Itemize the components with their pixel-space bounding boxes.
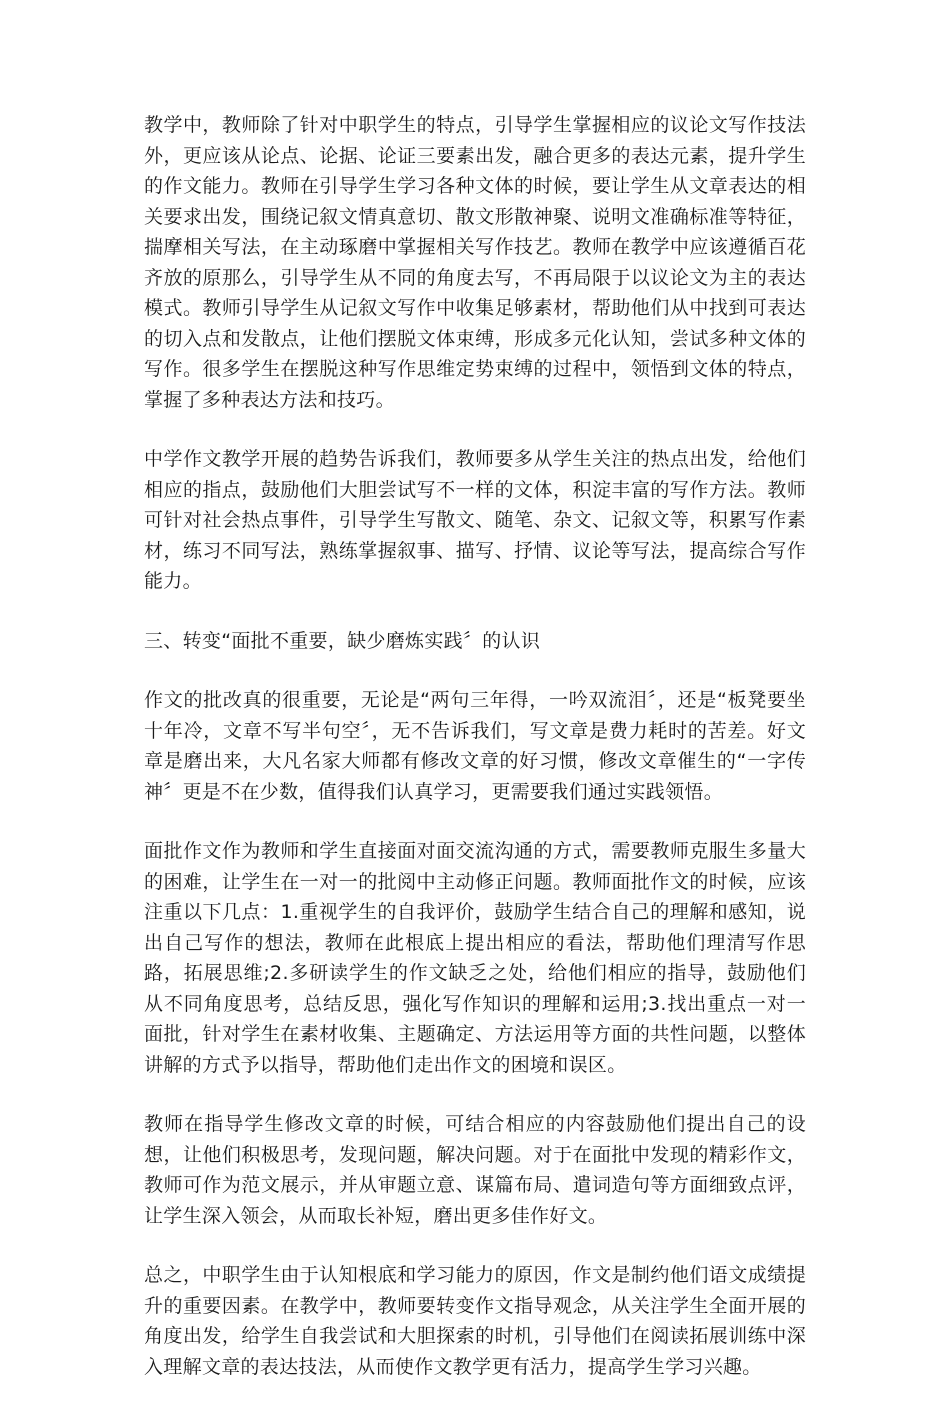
paragraph-guided-revision: 教师在指导学生修改文章的时候，可结合相应的内容鼓励他们提出自己的设想，让他们积极思考，发现问题，解决问题。对于在面批中发现的精彩作文，教师可作为范文展示，并从审题立意、谋篇布局、遣词造句等方面细致点评，让学生深入领会，从而取长补短，磨出更多佳作好文。: [144, 1113, 806, 1227]
paragraph-hot-topics: 中学作文教学开展的趋势告诉我们，教师要多从学生关注的热点出发，给他们相应的指点，鼓励他们大胆尝试写不一样的文体，积淀丰富的写作方法。教师可针对社会热点事件，引导学生写散文、随笔、杂文、记叙文等，积累写作素材，练习不同写法，熟练掌握叙事、描写、抒情、议论等写法，提高综合写作能力。: [144, 448, 806, 592]
document-body: [144, 110, 806, 1411]
paragraph-revision-importance: 作文的批改真的很重要，无论是“两句三年得，一吟双流泪〞，还是“板凳要坐十年冷，文章不写半句空〞，无不告诉我们，写文章是费力耗时的苦差。好文章是磨出来，大凡名家大师都有修改文章的好习惯，修改文章催生的“一字传神〞更是不在少数，值得我们认真学习，更需要我们通过实践领悟。: [144, 689, 806, 803]
paragraph-conclusion: 总之，中职学生由于认知根底和学习能力的原因，作文是制约他们语文成绩提升的重要因素。在教学中，教师要转变作文指导观念，从关注学生全面开展的角度出发，给学生自我尝试和大胆探索的时机，引导他们在阅读拓展训练中深入理解文章的表达技法，从而使作文教学更有活力，提高学生学习兴趣。: [144, 1264, 806, 1378]
paragraph-genre-writing: 教学中，教师除了针对中职学生的特点，引导学生掌握相应的议论文写作技法外，更应该从论点、论据、论证三要素出发，融合更多的表达元素，提升学生的作文能力。教师在引导学生学习各种文体的时候，要让学生从文章表达的相关要求出发，围绕记叙文情真意切、散文形散神聚、说明文准确标准等特征，揣摩相关写法，在主动琢磨中掌握相关写作技艺。教师在教学中应该遵循百花齐放的原那么，引导学生从不同的角度去写，不再局限于以议论文为主的表达模式。教师引导学生从记叙文写作中收集足够素材，帮助他们从中找到可表达的切入点和发散点，让他们摆脱文体束缚，形成多元化认知，尝试多种文体的写作。很多学生在摆脱这种写作思维定势束缚的过程中，领悟到文体的特点，掌握了多种表达方法和技巧。: [144, 114, 806, 411]
paragraph-face-to-face-grading: 面批作文作为教师和学生直接面对面交流沟通的方式，需要教师克服生多量大的困难，让学生在一对一的批阅中主动修正问题。教师面批作文的时候，应该注重以下几点：1.重视学生的自我评价，鼓励学生结合自己的理解和感知，说出自己写作的想法，教师在此根底上提出相应的看法，帮助他们理清写作思路，拓展思维;2.多研读学生的作文缺乏之处，给他们相应的指导，鼓励他们从不同角度思考，总结反思，强化写作知识的理解和运用;3.找出重点一对一面批，针对学生在素材收集、主题确定、方法运用等方面的共性问题，以整体讲解的方式予以指导，帮助他们走出作文的困境和误区。: [144, 840, 806, 1076]
section-heading-3: 三、转变“面批不重要，缺少磨炼实践〞的认识: [144, 629, 541, 652]
